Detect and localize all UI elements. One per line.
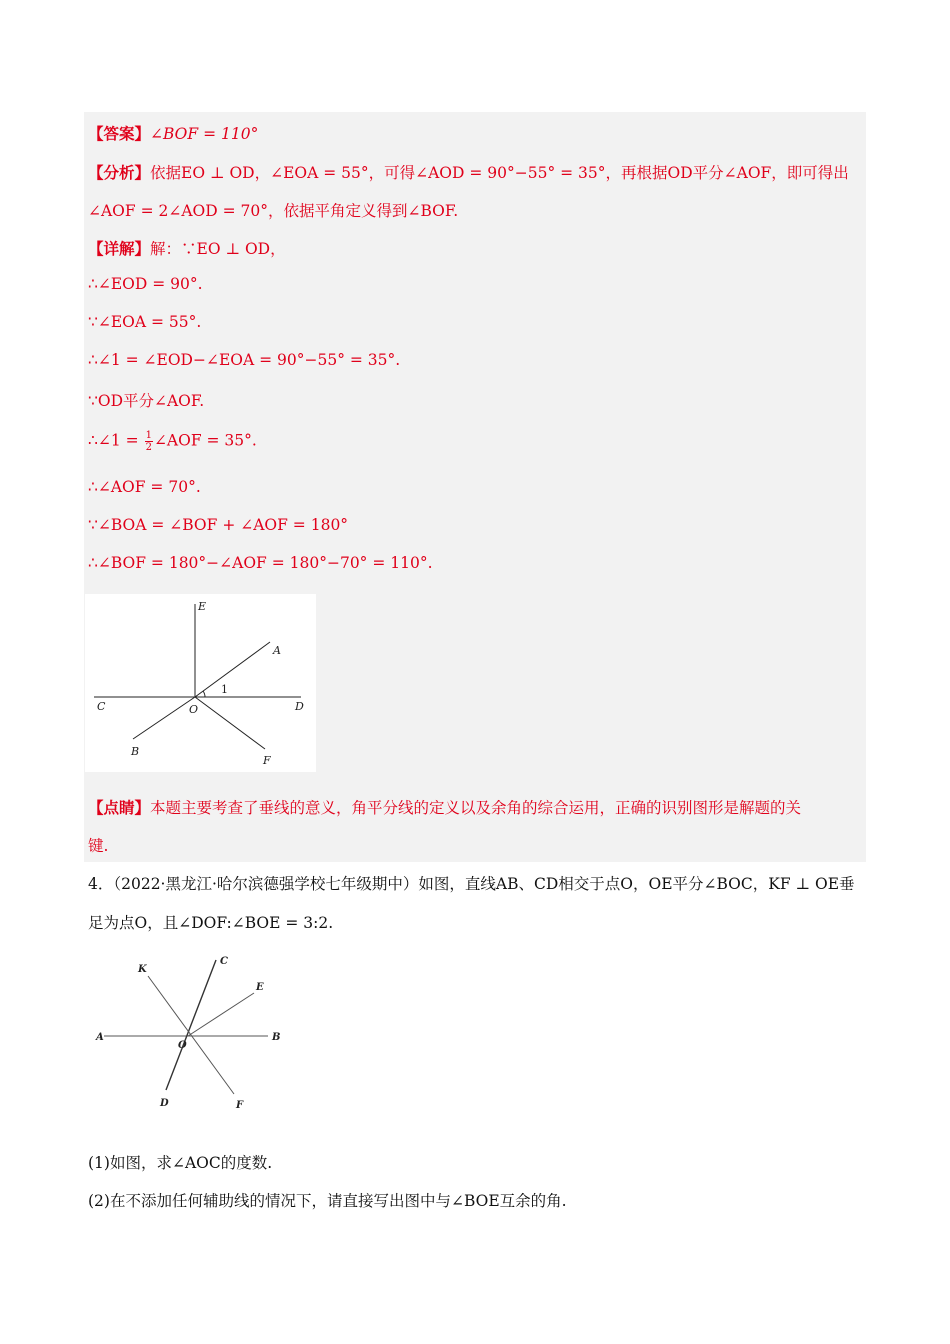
fraction [145, 430, 153, 453]
detail-tag: 【详解】 [88, 239, 151, 258]
label-e2: E [256, 982, 264, 993]
analysis-line-2: ∠AOF = 2∠AOD = 70°，依据平角定义得到∠BOF. [88, 202, 459, 220]
step-half [88, 430, 257, 453]
ray-ob [133, 697, 195, 739]
comment-tag: 【点睛】 [88, 798, 151, 817]
label-f2: F [236, 1100, 244, 1111]
label-e: E [198, 600, 207, 613]
label-a2: A [96, 1032, 104, 1043]
detail-line [88, 237, 286, 259]
label-o: O [189, 703, 199, 716]
figure-2-diagram [88, 950, 288, 1130]
half-prefix: ∴∠1 = [88, 431, 144, 450]
label-a: A [273, 644, 281, 657]
question-part-1: (1)如图，求∠AOC的度数. [88, 1154, 273, 1172]
line-kf [148, 976, 234, 1094]
question-part-2: (2)在不添加任何辅助线的情况下，请直接写出图中与∠BOE互余的角. [88, 1192, 567, 1210]
label-c: C [97, 700, 106, 713]
analysis-text-1: 依据EO ⊥ OD，∠EOA = 55°，可得∠AOD = 90°−55° = 35°，再根据OD平分∠AOF，即可得出 [150, 164, 849, 182]
label-c2: C [220, 956, 228, 967]
ray-oa [195, 642, 270, 697]
label-k: K [138, 964, 147, 975]
step-6: ∵∠BOA = ∠BOF + ∠AOF = 180° [88, 516, 349, 534]
label-angle-1: 1 [221, 683, 228, 696]
label-d2: D [160, 1098, 169, 1109]
fraction-denominator: 2 [145, 442, 152, 453]
answer-tag: 【答案】 [88, 124, 151, 143]
label-d: D [295, 700, 304, 713]
ray-oe-2 [188, 993, 254, 1036]
label-f: F [263, 754, 271, 767]
comment-text-1: 本题主要考查了垂线的意义，角平分线的定义以及余角的综合运用，正确的识别图形是解题的关 [150, 799, 802, 817]
label-b: B [131, 745, 140, 758]
step-5: ∴∠AOF = 70°. [88, 478, 201, 496]
angle-1-arc [203, 691, 205, 697]
step-1: ∴∠EOD = 90°. [88, 275, 203, 293]
step-7: ∴∠BOF = 180°−∠AOF = 180°−70° = 110°. [88, 554, 433, 572]
label-o2: O [178, 1040, 187, 1051]
ray-of [195, 697, 265, 749]
comment-line-1 [88, 796, 801, 818]
half-suffix: ∠AOF = 35°. [153, 431, 257, 450]
question-line-2: 足为点O，且∠DOF:∠BOE = 3:2. [88, 914, 334, 932]
step-3: ∴∠1 = ∠EOD−∠EOA = 90°−55° = 35°. [88, 351, 401, 369]
figure-2 [88, 950, 288, 1130]
label-b2: B [272, 1032, 281, 1043]
figure-1 [85, 594, 316, 772]
step-2: ∵∠EOA = 55°. [88, 313, 202, 331]
comment-line-2: 键. [88, 837, 109, 855]
question-line-1: 4．（2022·黑龙江·哈尔滨德强学校七年级期中）如图，直线AB、CD相交于点O，OE平分∠BOC，KF ⊥ OE垂 [88, 875, 855, 893]
answer-text: ∠BOF = 110° [150, 125, 259, 143]
line-cd-2 [166, 960, 216, 1090]
answer-line [88, 122, 258, 144]
fraction-numerator: 1 [145, 430, 152, 441]
analysis-tag: 【分析】 [88, 163, 151, 182]
detail-intro: 解：∵EO ⊥ OD， [150, 240, 286, 258]
step-4: ∵OD平分∠AOF. [88, 392, 205, 410]
analysis-line-1 [88, 161, 849, 183]
figure-1-diagram [85, 594, 316, 772]
